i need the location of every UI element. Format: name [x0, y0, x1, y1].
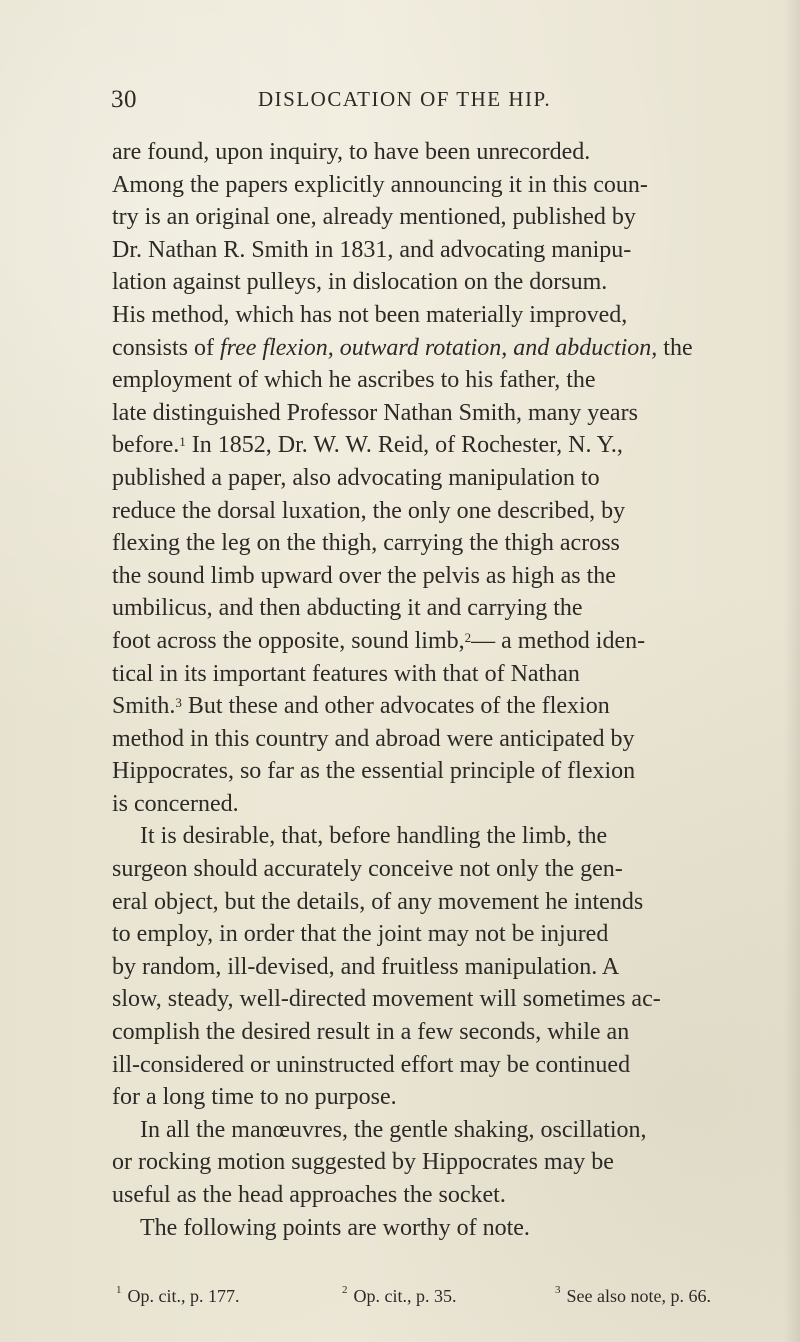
text-line-16-after: — a method iden-	[471, 627, 646, 654]
text-line-34: The following points are worthy of note.	[140, 1214, 530, 1241]
text-line-17: tical in its important features with that of Nathan	[112, 660, 580, 687]
text-line-7	[112, 332, 742, 365]
text-line-11: published a paper, also advocating manipulation to	[112, 464, 600, 491]
main-text	[112, 136, 742, 1244]
footnote-1-mark: 1	[116, 1284, 122, 1296]
text-line-10	[112, 429, 742, 462]
footnote-reference-2: 2	[464, 629, 472, 645]
running-title: DISLOCATION OF THE HIP.	[258, 87, 552, 111]
text-line-2: Among the papers explicitly announcing it in this coun-	[112, 171, 648, 198]
text-line-26: by random, ill-devised, and fruitless manipulation. A	[112, 953, 620, 980]
footnote-3-text: See also note, p. 66.	[566, 1286, 711, 1306]
text-line-16-before: foot across the opposite, sound limb,	[112, 627, 465, 654]
footnote-2	[342, 1286, 457, 1307]
text-line-7-prefix: consists of	[112, 334, 220, 361]
footnote-reference-1: 1	[179, 434, 186, 450]
text-line-18-after: But these and other advocates of the flexion	[181, 693, 610, 720]
page-number: 30	[111, 86, 137, 113]
text-line-31: In all the manœuvres, the gentle shaking, oscillation,	[140, 1116, 647, 1143]
footnote-3	[555, 1286, 711, 1307]
footnote-1	[116, 1286, 240, 1307]
page-edge-shadow	[784, 0, 800, 1342]
footnote-3-mark: 3	[555, 1284, 561, 1296]
text-line-14: the sound limb upward over the pelvis as high as the	[112, 562, 616, 589]
text-line-32: or rocking motion suggested by Hippocrates may be	[112, 1149, 614, 1176]
text-line-18	[112, 690, 742, 723]
text-line-27: slow, steady, well-directed movement will sometimes ac-	[112, 986, 661, 1013]
text-line-19: method in this country and abroad were anticipated by	[112, 725, 635, 752]
text-line-18-before: Smith.	[112, 693, 176, 720]
text-line-33: useful as the head approaches the socket.	[112, 1182, 506, 1208]
text-line-1: are found, upon inquiry, to have been unrecorded.	[112, 139, 591, 165]
method-emphasis: free flexion, outward rotation, and abduction,	[220, 334, 658, 361]
text-line-23: surgeon should accurately conceive not only the gen-	[112, 856, 623, 883]
text-line-4: Dr. Nathan R. Smith in 1831, and advocating manipu-	[112, 236, 632, 263]
text-line-22: It is desirable, that, before handling the limb, the	[140, 823, 608, 850]
text-line-25: to employ, in order that the joint may not be injured	[112, 921, 609, 948]
text-line-6: His method, which has not been materially improved,	[112, 301, 628, 328]
text-line-9: late distinguished Professor Nathan Smith, many years	[112, 399, 638, 426]
text-line-28: complish the desired result in a few seconds, while an	[112, 1019, 630, 1046]
text-line-3: try is an original one, already mentioned, published by	[112, 204, 636, 231]
text-line-13: flexing the leg on the thigh, carrying the thigh across	[112, 530, 620, 557]
text-line-8: employment of which he ascribes to his father, the	[112, 367, 596, 394]
text-line-24: eral object, but the details, of any movement he intends	[112, 888, 644, 915]
footnote-reference-3: 3	[175, 695, 182, 711]
text-line-7-suffix: the	[657, 334, 693, 361]
text-line-21: is concerned.	[112, 790, 239, 817]
text-line-29: ill-considered or uninstructed effort may be continued	[112, 1051, 631, 1078]
page-header	[111, 86, 733, 116]
footnote-2-text: Op. cit., p. 35.	[353, 1286, 457, 1306]
footnote-2-mark: 2	[342, 1284, 348, 1296]
text-line-16	[112, 625, 742, 658]
text-line-30: for a long time to no purpose.	[112, 1084, 397, 1111]
text-line-15: umbilicus, and then abducting it and carrying the	[112, 595, 583, 622]
footnote-1-text: Op. cit., p. 177.	[127, 1286, 240, 1306]
text-line-5: lation against pulleys, in dislocation on the dorsum.	[112, 269, 608, 296]
text-line-20: Hippocrates, so far as the essential principle of flexion	[112, 758, 636, 785]
text-line-10-after: In 1852, Dr. W. W. Reid, of Rochester, N. Y.,	[185, 432, 623, 459]
text-line-10-before: before.	[112, 432, 180, 459]
text-line-12: reduce the dorsal luxation, the only one described, by	[112, 497, 626, 524]
